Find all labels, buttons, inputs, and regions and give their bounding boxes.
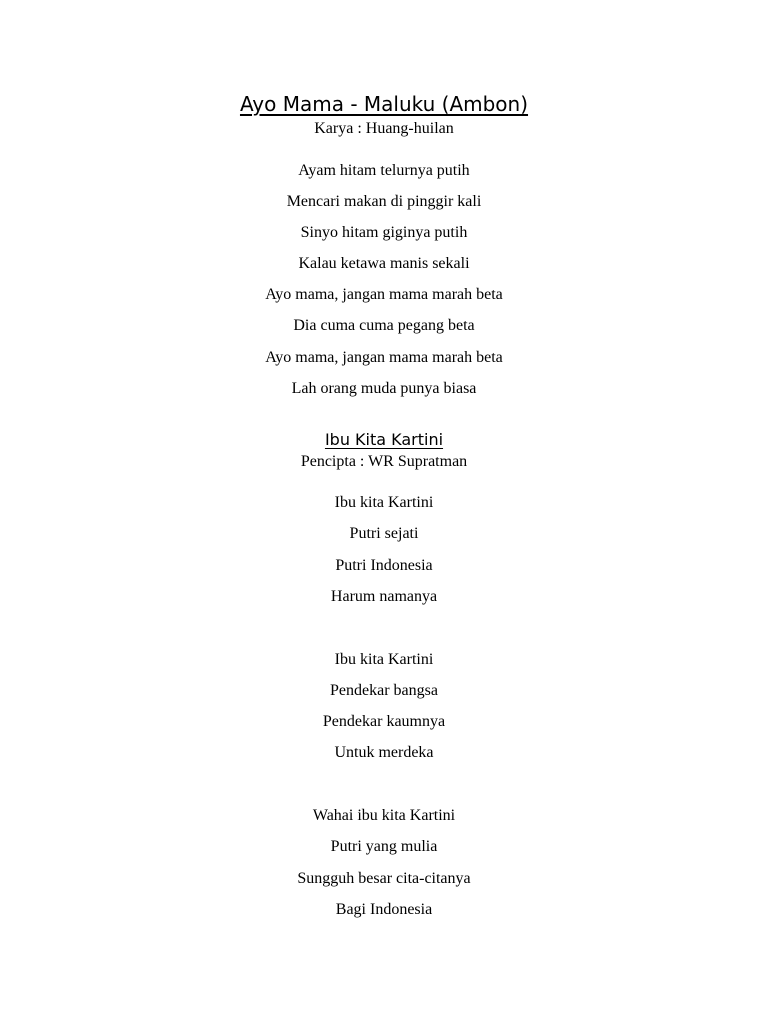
- lyric-line: Pendekar kaumnya: [322, 713, 446, 730]
- lyric-line: Ibu kita Kartini: [334, 651, 434, 668]
- lyric-line: Dia cuma cuma pegang beta: [293, 317, 475, 334]
- song-credit: Pencipta : WR Supratman: [300, 453, 468, 470]
- lyric-line: Ayo mama, jangan mama marah beta: [265, 286, 503, 303]
- lyric-line: Putri sejati: [349, 525, 419, 542]
- lyric-line: Ayam hitam telurnya putih: [298, 162, 470, 179]
- lyric-line: Untuk merdeka: [334, 744, 434, 761]
- lyric-line: Putri yang mulia: [330, 838, 438, 855]
- lyric-line: Wahai ibu kita Kartini: [312, 807, 456, 824]
- lyric-line: Sinyo hitam giginya putih: [300, 224, 468, 241]
- song-title: Ibu Kita Kartini: [324, 430, 444, 449]
- lyric-line: Ibu kita Kartini: [334, 494, 434, 511]
- lyric-line: Ayo mama, jangan mama marah beta: [265, 349, 503, 366]
- lyric-line: Bagi Indonesia: [335, 901, 433, 918]
- lyric-line: Lah orang muda punya biasa: [291, 380, 477, 397]
- lyric-line: Harum namanya: [330, 588, 438, 605]
- lyric-line: Sungguh besar cita-citanya: [297, 870, 471, 887]
- lyric-line: Kalau ketawa manis sekali: [298, 255, 470, 272]
- song-title: Ayo Mama - Maluku (Ambon): [239, 92, 529, 116]
- lyric-line: Putri Indonesia: [335, 557, 433, 574]
- lyric-line: Pendekar bangsa: [330, 682, 438, 699]
- lyric-line: Mencari makan di pinggir kali: [286, 193, 482, 210]
- song-credit: Karya : Huang-huilan: [314, 120, 454, 137]
